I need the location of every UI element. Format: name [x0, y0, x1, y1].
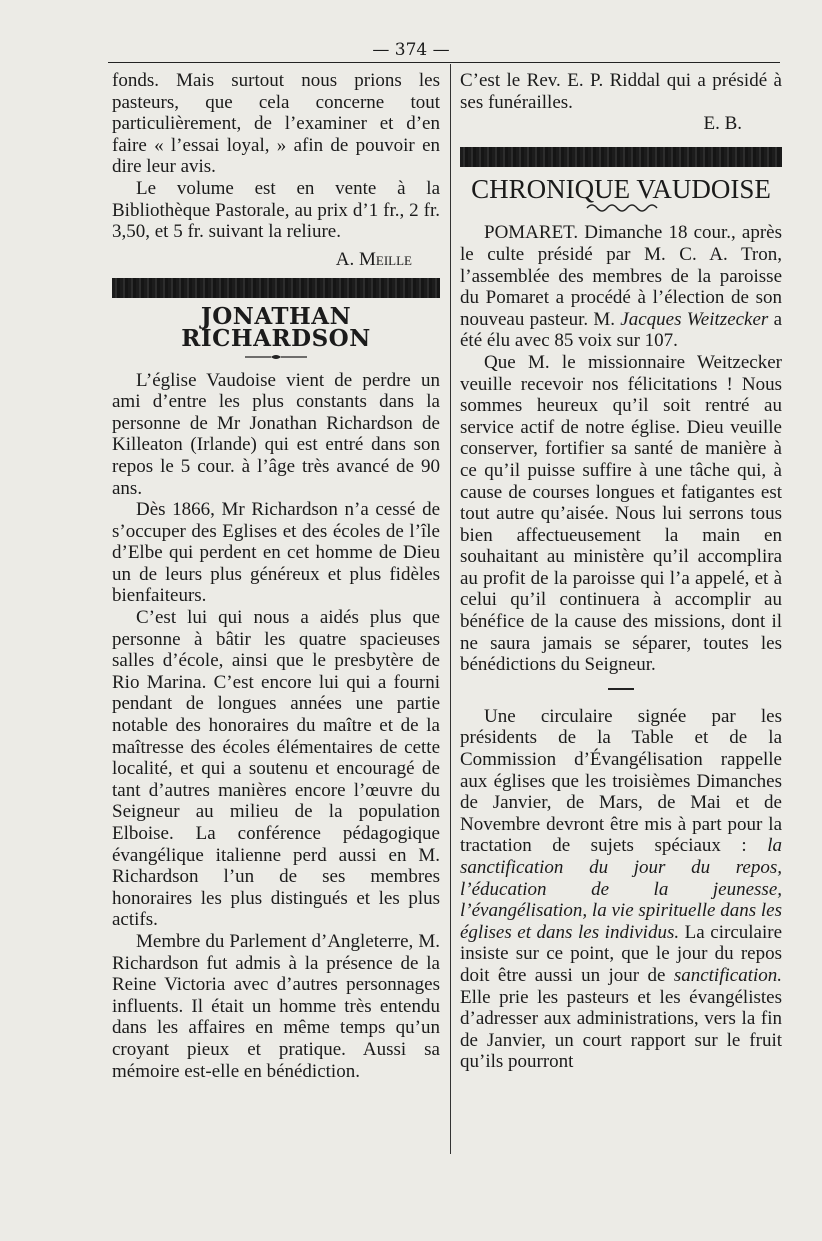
article-paragraph-4: Membre du Parlement d’Angleterre, M. Richardson fut admis à la présence de la Reine Victoria avec d’autres personnages influents. Il était un homme très entendu dans les affaires en même temps qu’un croyant pieux et pratique. Aussi sa mémoire est-elle en bénédiction.: [112, 930, 440, 1082]
ornament-icon: [241, 352, 311, 362]
article-paragraph-2: Dès 1866, Mr Richardson n’a cessé de s’occuper des Eglises et des écoles de l’île d’Elbe qui perdent en cet homme de Dieu un de leurs plus généreux et plus fidèles bienfaiteurs.: [112, 499, 440, 607]
left-column: [112, 70, 440, 1082]
circular-text-3: Elle prie les pasteurs et les évangélistes d’adresser aux administrations, vers la fin de Janvier, un court rapport sur le fruit qu’ils pourront: [460, 986, 782, 1073]
circular-emphasis: sanctification.: [673, 964, 782, 986]
circular-text-1: Une circulaire signée par les présidents de la Table et de la Commission d’Évangélisation rappelle aux églises que les troisièmes Dimanches de Janvier, de Mars, de Mai et de Novembre devront être mis à part pour la tractation de sujets spéciaux :: [460, 705, 782, 857]
intro-paragraph-2: Le volume est en vente à la Bibliothèque Pastorale, au prix d’1 fr., 2 fr. 3,50, et 5 fr. suivant la reliure.: [112, 177, 440, 243]
circular-topics: la sanctification du jour du repos, l’éducation de la jeunesse, l’évangélisation, la vie spirituelle dans les églises et dans les individus.: [460, 835, 782, 943]
intro-paragraph-1: fonds. Mais surtout nous prions les pasteurs, que cela concerne tout particulièrement, de l’examiner et d’en faire « l’essai loyal, » afin de pouvoir en dire leur avis.: [112, 70, 440, 178]
signature-eb: E. B.: [703, 113, 742, 135]
separator-dash: [608, 688, 634, 690]
article-title: JONATHAN RICHARDSON: [181, 303, 371, 352]
header-rule: [108, 62, 780, 63]
congrats-paragraph: Que M. le missionnaire Weitzecker veuille recevoir nos félicitations ! Nous sommes heureux qu’il soit rentré au service actif de notre église. Dieu veuille conserver, fortifier sa santé de manière à ce qu’il puisse suffire à une tâche qui, à cause de courses longues et fatigantes est tout autre qu’aisée. Nous lui serrons tous bien affectueusement la main en souhaitant au ministère qu’il accomplira au profit de la paroisse qui l’a appelé, et à celui qu’il continuera à accomplir au bénéfice de la cause des missions, dont il ne saura jamais se séparer, toutes les bénédictions du Seigneur.: [460, 351, 782, 676]
circular-text-2: La circulaire insiste sur ce point, que le jour du repos doit être aussi un jour de: [460, 921, 783, 986]
right-column: [460, 70, 782, 1073]
funeral-paragraph: C’est le Rev. E. P. Riddal qui a présidé à ses funérailles.: [460, 70, 782, 113]
ornament-icon: [581, 202, 661, 214]
signature-meille: A. Meille: [335, 248, 412, 270]
circular-paragraph: [460, 706, 782, 1073]
pomaret-paragraph: [460, 222, 782, 352]
pomaret-text-1: POMARET. Dimanche 18 cour., après le culte présidé par M. C. A. Tron, l’assemblée des membres de la paroisse du Pomaret a procédé à l’élection de son nouveau pasteur. M.: [460, 222, 782, 330]
decorative-band: [460, 147, 782, 167]
pomaret-text-2: a été élu avec 85 voix sur 107.: [460, 308, 782, 352]
article-paragraph-3: C’est lui qui nous a aidés plus que personne à bâtir les quatre spacieuses salles d’école, ainsi que le presbytère de Rio Marina. C’est encore lui qui a fourni pendant de longues années une partie notable des honoraires du maître et de la maîtresse des écoles élémentaires de cette localité, et qui a soutenu et encouragé de tant d’autres manières encore l’œuvre du Seigneur au milieu de la population Elboise. La conférence pédagogique évangélique italienne perd aussi en M. Richardson l’un de ses membres honoraires les plus distingués et les plus actifs.: [112, 607, 440, 931]
pastor-name: Jacques Weitzecker: [620, 308, 769, 330]
page-number: — 374 —: [372, 40, 450, 60]
section-title: CHRONIQUE VAUDOISE: [471, 173, 771, 204]
decorative-band: [112, 278, 440, 298]
article-paragraph-1: L’église Vaudoise vient de perdre un ami d’entre les plus constants dans la personne de Mr Jonathan Richardson de Killeaton (Irlande) qui est entré dans son repos le 5 cour. à l’âge très avancé de 90 ans.: [112, 369, 440, 499]
column-divider: [450, 64, 451, 1154]
